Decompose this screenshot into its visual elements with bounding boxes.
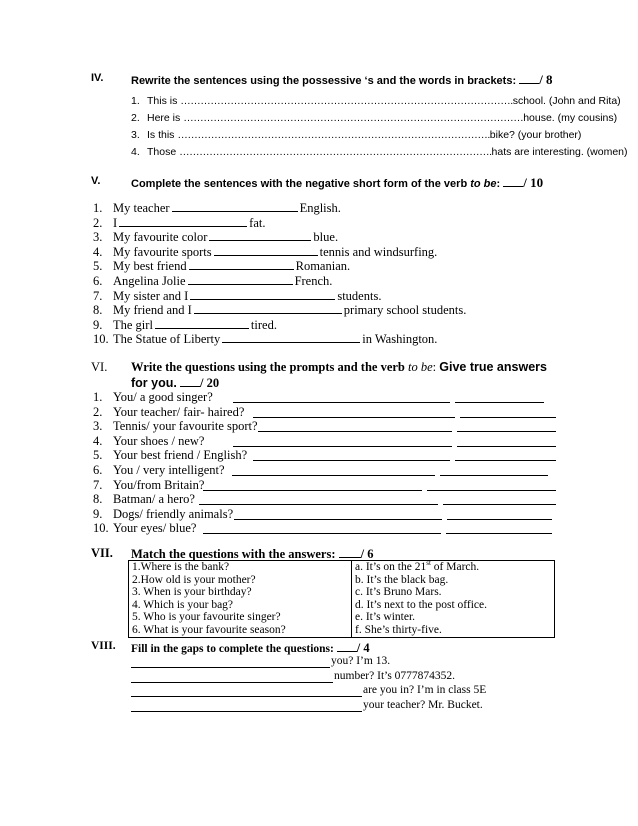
match-table bbox=[128, 560, 555, 638]
item-prefix: The Statue of Liberty bbox=[113, 332, 221, 347]
section-5-colon: : bbox=[496, 178, 501, 190]
match-answer[interactable] bbox=[352, 611, 555, 624]
item-suffix: bike? (your brother) bbox=[489, 129, 582, 141]
answer-blank[interactable] bbox=[427, 490, 556, 491]
question-blank[interactable] bbox=[232, 475, 435, 476]
section-8-score: / 4 bbox=[356, 641, 370, 655]
section-5-instruction bbox=[131, 175, 543, 191]
section-5-item bbox=[93, 288, 381, 304]
item-suffix: in Washington. bbox=[362, 332, 438, 347]
match-answer-text: e. It’s winter. bbox=[355, 611, 416, 624]
item-suffix: school. (John and Rita) bbox=[512, 95, 621, 107]
answer-blank[interactable] bbox=[443, 504, 556, 505]
item-blank[interactable]: …………………………………………………………………………………. bbox=[177, 129, 490, 141]
question-prompt: Dogs/ friendly animals? bbox=[113, 506, 234, 521]
question-prompt: Tennis/ your favourite sport? bbox=[113, 419, 258, 434]
item-suffix: tennis and windsurfing. bbox=[319, 244, 438, 259]
item-number: 6. bbox=[93, 274, 103, 288]
section-4-item bbox=[131, 95, 621, 107]
section-5-header bbox=[91, 175, 100, 187]
item-suffix: primary school students. bbox=[343, 303, 467, 318]
section-6-instruction bbox=[131, 360, 547, 375]
section-4-instruction-text: Rewrite the sentences using the possessive ‘s and the words in brackets: bbox=[131, 75, 517, 87]
item-prefix: My sister and I bbox=[113, 288, 189, 303]
item-number: 4. bbox=[93, 244, 103, 259]
match-row bbox=[129, 624, 555, 637]
gap-question-tail: you? I’m 13. bbox=[331, 655, 391, 667]
section-6-instruction-line2 bbox=[131, 375, 219, 391]
ordinal-suffix: st bbox=[426, 559, 431, 568]
section-6-colon: : bbox=[432, 360, 440, 374]
question-prompt: Your best friend / English? bbox=[113, 448, 248, 463]
item-number: 9. bbox=[93, 506, 103, 521]
item-prefix: My friend and I bbox=[113, 303, 192, 318]
question-blank[interactable] bbox=[258, 431, 452, 432]
item-suffix: French. bbox=[294, 274, 333, 288]
question-prompt: Batman/ a hero? bbox=[113, 492, 195, 507]
item-prefix: The girl bbox=[113, 317, 153, 332]
item-number: 7. bbox=[93, 288, 103, 303]
answer-blank[interactable] bbox=[194, 302, 342, 314]
section-7-instruction-text: Match the questions with the answers: bbox=[131, 547, 336, 561]
gap-blank[interactable] bbox=[131, 711, 362, 712]
item-number: 5. bbox=[93, 259, 103, 274]
section-6-score: / 20 bbox=[199, 376, 220, 390]
item-number: 2. bbox=[93, 404, 103, 419]
question-blank[interactable] bbox=[253, 417, 455, 418]
item-suffix: hats are interesting. (women) bbox=[491, 146, 628, 158]
item-number: 5. bbox=[93, 448, 103, 463]
gap-blank[interactable] bbox=[131, 682, 333, 683]
section-6-header bbox=[91, 360, 107, 375]
item-prefix: My best friend bbox=[113, 259, 187, 274]
section-5-number: V. bbox=[91, 175, 101, 187]
section-5-item bbox=[93, 229, 338, 245]
item-suffix: tired. bbox=[250, 317, 277, 332]
answer-blank[interactable] bbox=[440, 475, 548, 476]
question-blank[interactable] bbox=[199, 504, 438, 505]
question-prompt: Your shoes / new? bbox=[113, 433, 205, 448]
gap-question-tail: are you in? I’m in class 5E bbox=[363, 684, 487, 697]
answer-blank[interactable] bbox=[455, 402, 544, 403]
section-4-item bbox=[131, 146, 628, 158]
item-number: 10. bbox=[93, 521, 109, 536]
section-4-header bbox=[91, 72, 103, 84]
answer-blank[interactable] bbox=[457, 446, 556, 447]
item-suffix: house. (my cousins) bbox=[523, 112, 618, 124]
question-prompt: You / very intelligent? bbox=[113, 463, 225, 477]
match-row bbox=[129, 561, 555, 574]
item-number: 3. bbox=[93, 419, 103, 434]
answer-blank[interactable] bbox=[447, 519, 552, 520]
answer-blank[interactable] bbox=[172, 200, 298, 212]
item-blank[interactable]: ………………………………………………………………………………………… bbox=[183, 112, 524, 124]
match-row bbox=[129, 574, 555, 587]
item-number: 10. bbox=[93, 332, 109, 347]
section-4-instruction bbox=[131, 72, 553, 88]
item-number: 3. bbox=[93, 230, 103, 245]
gap-blank[interactable] bbox=[131, 696, 362, 697]
item-number: 9. bbox=[93, 317, 103, 332]
match-row bbox=[129, 611, 555, 624]
item-blank[interactable]: ………………………………………………………………………………………. bbox=[180, 95, 513, 107]
section-7-header bbox=[91, 546, 113, 561]
answer-blank[interactable] bbox=[455, 460, 556, 461]
match-row bbox=[129, 586, 555, 599]
item-number: 1. bbox=[131, 95, 140, 107]
question-prompt: You/from Britain? bbox=[113, 477, 205, 492]
section-6-verb: to be bbox=[408, 360, 433, 374]
question-blank[interactable] bbox=[253, 460, 450, 461]
match-question[interactable]: 2.How old is your mother? bbox=[129, 574, 352, 587]
answer-blank[interactable] bbox=[190, 288, 335, 300]
match-answer-text: b. It’s the black bag. bbox=[355, 573, 449, 586]
item-prefix: I bbox=[113, 215, 118, 230]
match-question[interactable]: 5. Who is your favourite singer? bbox=[129, 611, 352, 624]
section-6-number: VI. bbox=[91, 360, 108, 374]
answer-blank[interactable] bbox=[222, 331, 360, 343]
match-answer-text: d. It’s next to the post office. bbox=[355, 598, 488, 611]
score-blank[interactable] bbox=[519, 72, 539, 84]
section-5-score: / 10 bbox=[523, 175, 544, 190]
item-number: 8. bbox=[93, 492, 103, 507]
item-number: 4. bbox=[93, 433, 103, 448]
item-prefix: This is bbox=[147, 95, 178, 107]
match-answer[interactable] bbox=[352, 574, 555, 587]
section-5-item bbox=[93, 200, 341, 216]
answer-blank[interactable] bbox=[460, 417, 556, 418]
section-8-instruction-text: Fill in the gaps to complete the questions: bbox=[131, 643, 334, 655]
match-answer[interactable] bbox=[352, 561, 555, 574]
answer-blank[interactable] bbox=[214, 244, 318, 256]
match-answer-tail: of March. bbox=[430, 561, 480, 573]
item-blank[interactable]: …………………………………………………………………………………. bbox=[179, 146, 492, 158]
section-5-item bbox=[93, 331, 437, 347]
match-row bbox=[129, 599, 555, 612]
answer-blank[interactable] bbox=[457, 431, 556, 432]
item-prefix: My favourite sports bbox=[113, 244, 212, 259]
item-suffix: Romanian. bbox=[295, 259, 351, 274]
item-suffix: English. bbox=[299, 201, 341, 215]
match-question[interactable]: 3. When is your birthday? bbox=[129, 586, 352, 599]
item-prefix: Those bbox=[147, 146, 177, 158]
score-blank[interactable] bbox=[503, 175, 523, 187]
question-prompt: You/ a good singer? bbox=[113, 390, 213, 404]
section-5-item bbox=[93, 244, 437, 260]
section-5-item bbox=[93, 302, 466, 318]
item-number: 4. bbox=[131, 146, 140, 158]
section-4-number: IV. bbox=[91, 72, 104, 84]
score-blank[interactable] bbox=[337, 640, 357, 652]
question-blank[interactable] bbox=[233, 402, 450, 403]
section-8-header bbox=[91, 640, 116, 652]
item-prefix: Angelina Jolie bbox=[113, 274, 186, 288]
item-number: 3. bbox=[131, 129, 140, 141]
section-5-verb: to be bbox=[470, 178, 497, 190]
match-question[interactable]: 1.Where is the bank? bbox=[129, 561, 352, 574]
section-8-instruction bbox=[131, 640, 370, 656]
gap-question-tail: number? It’s 0777874352. bbox=[334, 669, 456, 682]
section-5-instruction-text: Complete the sentences with the negative short form of the verb bbox=[131, 178, 471, 190]
section-5-item bbox=[93, 317, 277, 333]
section-6-instruction-text: Write the questions using the prompts and the verb bbox=[131, 360, 408, 374]
item-prefix: Here is bbox=[147, 112, 181, 124]
section-6-instruction-extra: Give true answers bbox=[439, 360, 547, 374]
score-blank[interactable] bbox=[339, 546, 361, 558]
item-prefix: Is this bbox=[147, 129, 175, 141]
answer-blank[interactable] bbox=[119, 215, 247, 227]
item-suffix: blue. bbox=[313, 230, 339, 245]
match-answer-text: a. It’s on the 21 bbox=[355, 561, 427, 573]
item-number: 1. bbox=[93, 201, 103, 215]
item-number: 8. bbox=[93, 303, 103, 318]
answer-blank[interactable] bbox=[188, 273, 293, 285]
match-answer-text: c. It’s Bruno Mars. bbox=[355, 586, 442, 599]
section-8-number: VIII. bbox=[91, 640, 116, 652]
item-number: 1. bbox=[93, 390, 103, 404]
item-prefix: My teacher bbox=[113, 201, 170, 215]
gap-blank[interactable] bbox=[131, 667, 330, 668]
question-blank[interactable] bbox=[203, 533, 441, 534]
answer-blank[interactable] bbox=[209, 229, 311, 241]
gap-question-tail: your teacher? Mr. Bucket. bbox=[363, 698, 483, 711]
answer-blank[interactable] bbox=[446, 533, 552, 534]
section-7-number: VII. bbox=[91, 546, 113, 560]
match-answer[interactable] bbox=[352, 624, 555, 637]
section-4-item bbox=[131, 112, 617, 124]
answer-blank[interactable] bbox=[155, 317, 249, 329]
question-blank[interactable] bbox=[233, 446, 452, 447]
match-question[interactable]: 4. Which is your bag? bbox=[129, 599, 352, 612]
section-7-score: / 6 bbox=[360, 547, 374, 561]
question-prompt: Your teacher/ fair- haired? bbox=[113, 404, 245, 419]
section-4-item bbox=[131, 129, 581, 141]
match-answer[interactable] bbox=[352, 586, 555, 599]
item-number: 2. bbox=[93, 215, 103, 230]
match-answer-text: f. She’s thirty-five. bbox=[355, 623, 442, 636]
score-blank[interactable] bbox=[180, 375, 200, 387]
section-4-score: / 8 bbox=[539, 72, 553, 87]
question-prompt: Your eyes/ blue? bbox=[113, 521, 197, 536]
item-prefix: My favourite color bbox=[113, 230, 208, 245]
section-5-item bbox=[93, 273, 332, 289]
match-question[interactable]: 6. What is your favourite season? bbox=[129, 624, 352, 637]
match-answer[interactable] bbox=[352, 599, 555, 612]
section-5-item bbox=[93, 258, 350, 274]
section-6-instruction-for-you: for you. bbox=[131, 376, 177, 390]
item-suffix: students. bbox=[337, 288, 382, 303]
item-number: 2. bbox=[131, 112, 140, 124]
question-blank[interactable] bbox=[234, 519, 442, 520]
item-number: 6. bbox=[93, 463, 103, 477]
item-suffix: fat. bbox=[249, 215, 266, 230]
question-blank[interactable] bbox=[203, 490, 422, 491]
item-number: 7. bbox=[93, 477, 103, 492]
answer-blank[interactable] bbox=[189, 258, 294, 270]
section-5-item bbox=[93, 215, 265, 231]
